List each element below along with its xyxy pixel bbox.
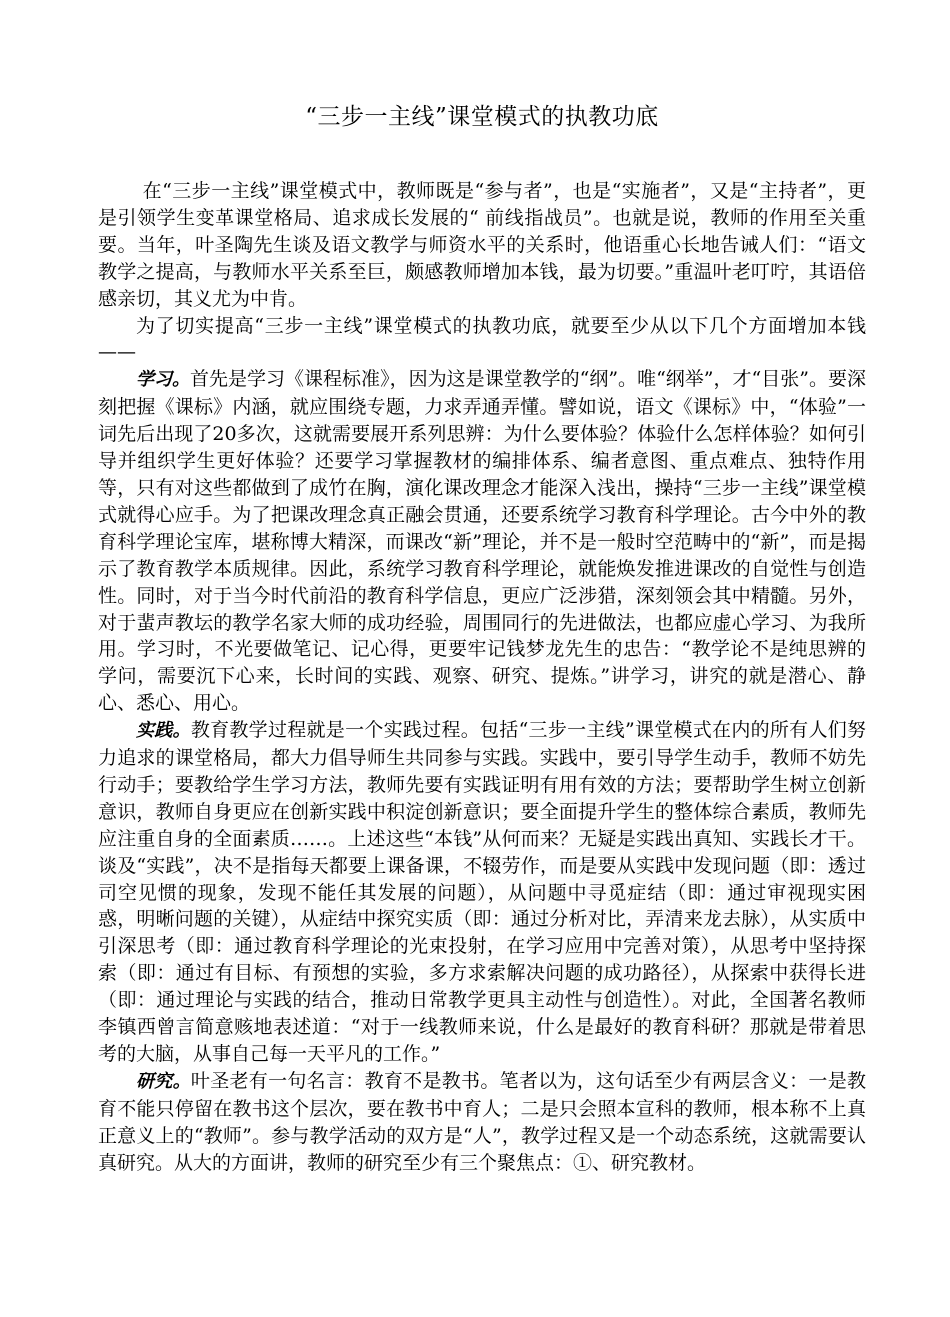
document-title: “三步一主线”课堂模式的执教功底 xyxy=(305,104,659,130)
document-body xyxy=(98,178,866,1177)
intro-paragraph-2: 为了切实提高“三步一主线”课堂模式的执教功底，就要至少从以下几个方面增加本钱—— xyxy=(98,314,866,364)
section-practice-heading: 实践。 xyxy=(136,720,191,742)
section-study-text: 首先是学习《课程标准》，因为这是课堂教学的“纲”。唯“纲举”，才“目张”。要深刻把握《课标》内涵，就应围绕专题，力求弄通弄懂。譬如说，语文《课标》中，“体验”一词先后出现了20多次，这就需要展开系列思辨：为什么要体验？体验什么怎样体验？如何引导并组织学生更好体验？还要学习掌握教材的编排体系、编者意图、重点难点、独特作用等，只有对这些都做到了成竹在胸，演化课改理念才能深入浅出，操持“三步一主线”课堂模式就得心应手。为了把课改理念真正融会贯通，还要系统学习教育科学理论。古今中外的教育科学理论宝库，堪称博大精深，而课改“新”理论，并不是一般时空范畴中的“新”，而是揭示了教育教学本质规律。因此，系统学习教育科学理论，就能焕发推进课改的自觉性与创造性。同时，对于当今时代前沿的教育科学信息，更应广泛涉猎，深刻领会其中精髓。另外，对于蜚声教坛的教学名家大师的成功经验，周围同行的先进做法，也都应虚心学习、为我所用。学习时，不光要做笔记、记心得，更要牢记钱梦龙先生的忠告：“教学论不是纯思辨的学问，需要沉下心来，长时间的实践、观察、研究、提炼。”讲学习，讲究的就是潜心、静心、悉心、用心。 xyxy=(98,368,866,715)
section-research-heading: 研究。 xyxy=(136,1070,191,1092)
section-research xyxy=(98,1068,866,1177)
section-study xyxy=(98,366,866,717)
section-practice-text: 教育教学过程就是一个实践过程。包括“三步一主线”课堂模式在内的所有人们努力追求的课堂格局，都大力倡导师生共同参与实践。实践中，要引导学生动手，教师不妨先行动手；要教给学生学习方法，教师先要有实践证明有用有效的方法；要帮助学生树立创新意识，教师自身更应在创新实践中积淀创新意识；要全面提升学生的整体综合素质，教师先应注重自身的全面素质……。上述这些“本钱”从何而来？无疑是实践出真知、实践长才干。谈及“实践”，决不是指每天都要上课备课，不辍劳作，而是要从实践中发现问题（即：透过司空见惯的现象，发现不能任其发展的问题），从问题中寻觅症结（即：通过审视现实困惑，明晰问题的关键），从症结中探究实质（即：通过分析对比，弄清来龙去脉），从实质中引深思考（即：通过教育科学理论的光束投射，在学习应用中完善对策），从思考中坚持探索（即：通过有目标、有预想的实验，多方求索解决问题的成功路径），从探索中获得长进（即：通过理论与实践的结合，推动日常教学更具主动性与创造性）。对此，全国著名教师李镇西曾言简意赅地表述道：“对于一线教师来说，什么是最好的教育科研？那就是带着思考的大脑，从事自己每一天平凡的工作。” xyxy=(98,719,867,1065)
section-study-heading: 学习。 xyxy=(136,369,191,391)
section-research-text: 叶圣老有一句名言：教育不是教书。笔者以为，这句话至少有两层含义：一是教育不能只停留在教书这个层次，要在教书中育人；二是只会照本宣科的教师，根本称不上真正意义上的“教师”。参与教学活动的双方是“人”，教学过程又是一个动态系统，这就需要认真研究。从大的方面讲，教师的研究至少有三个聚焦点：①、研究教材。 xyxy=(98,1069,866,1174)
section-practice xyxy=(98,717,866,1068)
intro-paragraph-1: 在“三步一主线”课堂模式中，教师既是“参与者”，也是“实施者”，又是“主持者”，更是引领学生变革课堂格局、追求成长发展的“ 前线指战员”。也就是说，教师的作用至关重要。当年，叶圣陶先生谈及语文教学与师资水平的关系时，他语重心长地告诫人们：“语文教学之提高，与教师水平关系至巨，颇感教师增加本钱，最为切要。”重温叶老叮咛，其语倍感亲切，其义尤为中肯。 xyxy=(98,180,866,310)
